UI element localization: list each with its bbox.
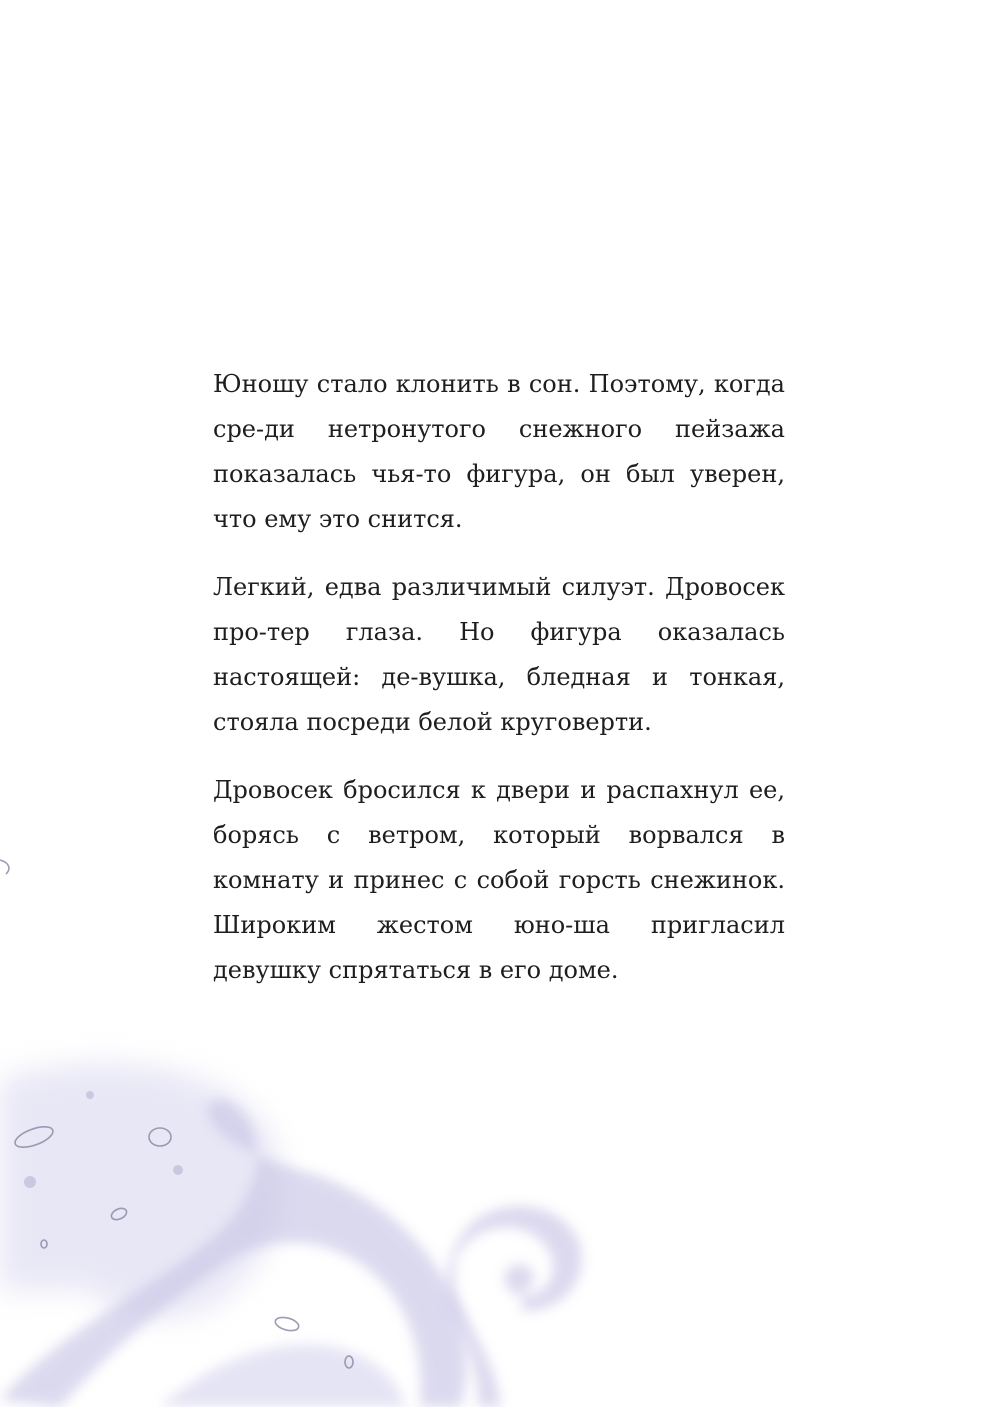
paragraph-3: Дровосек бросился к двери и распахнул ее, борясь с ветром, который ворвался в комнату и принес с собой горсть снежинок. Широким жестом юно-ша пригласил девушку спрятаться в его доме. <box>213 776 785 984</box>
swirl-tendril <box>160 1344 405 1407</box>
story-text <box>213 362 785 1016</box>
paragraph-1: Юношу стало клонить в сон. Поэтому, когда сре-ди нетронутого снежного пейзажа показалась чья-то фигура, он был уверен, что ему это снится. <box>213 370 785 533</box>
paragraph-2: Легкий, едва различимый силуэт. Дровосек про-тер глаза. Но фигура оказалась настоящей: де-вушка, бледная и тонкая, стояла посреди белой круговерти. <box>213 573 785 736</box>
wash-shape <box>0 1064 281 1318</box>
swirl-curl <box>447 1206 582 1407</box>
swirl-arm <box>0 1099 467 1407</box>
